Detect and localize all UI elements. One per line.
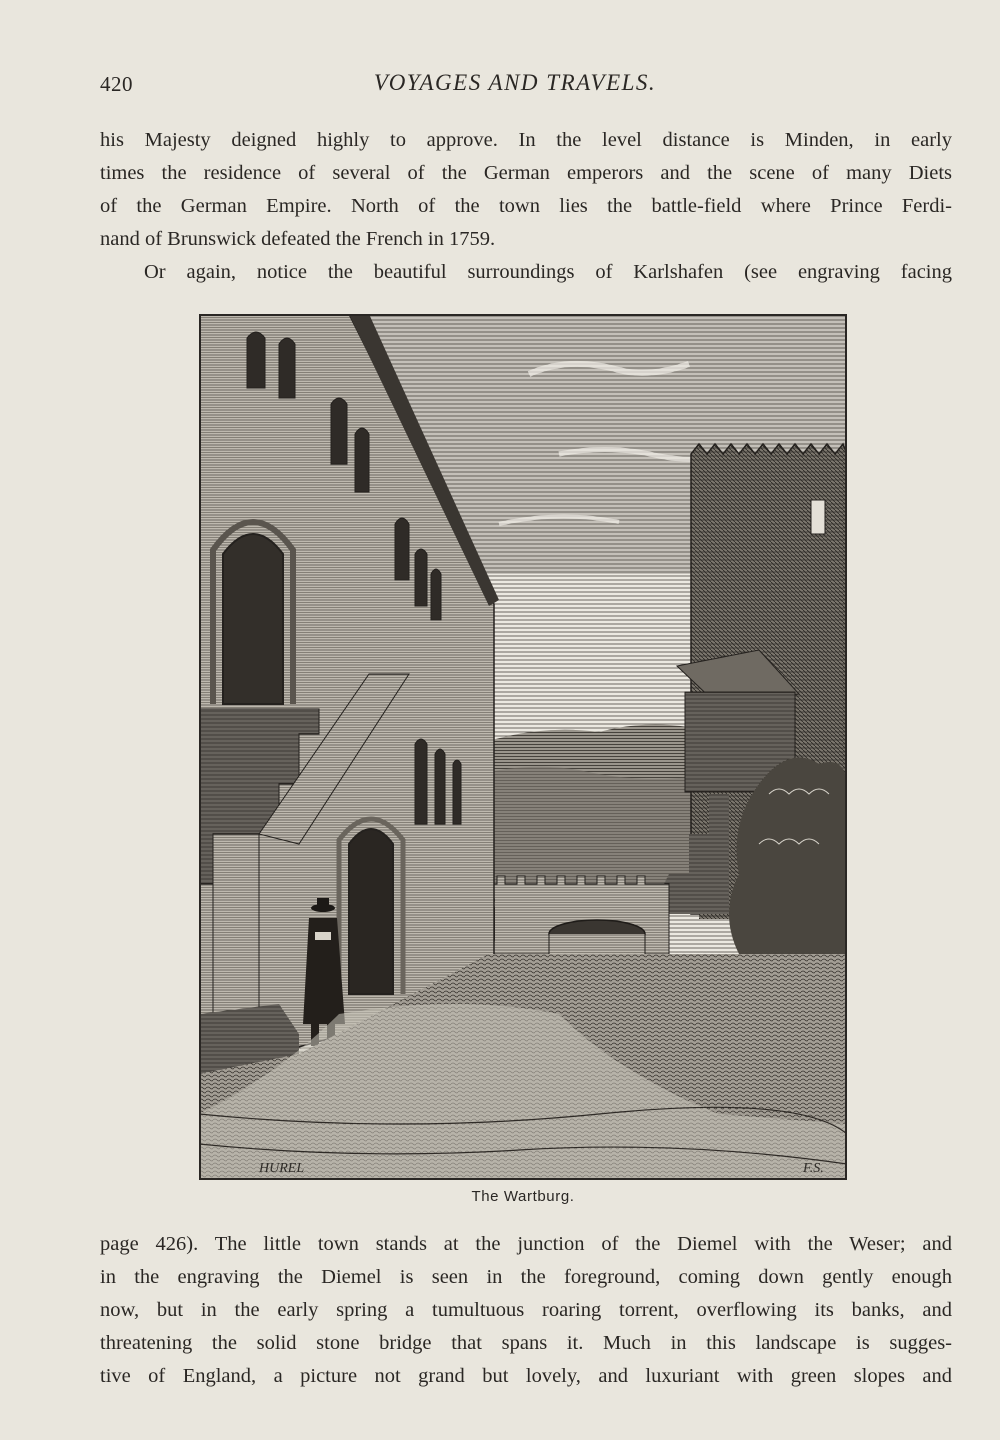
text-line: now, but in the early spring a tumultuous roaring torrent, overflowing its banks, and — [100, 1299, 952, 1321]
text-line: times the residence of several of the German emperors and the scene of many Diets — [100, 162, 952, 184]
running-head: VOYAGES AND TRAVELS. — [373, 70, 657, 95]
text-line: Or again, notice the beautiful surroundings of Karlshafen (see engraving facing — [144, 261, 952, 283]
engraver-signature-left: HUREL — [259, 1161, 305, 1176]
text-line: of the German Empire. North of the town lies the battle-field where Prince Ferdi- — [100, 195, 952, 217]
text-line: in the engraving the Diemel is seen in the foreground, coming down gently enough — [100, 1266, 952, 1288]
text-line: tive of England, a picture not grand but lovely, and luxuriant with green slopes and — [100, 1365, 952, 1387]
text-line: nand of Brunswick defeated the French in 1759. — [100, 228, 496, 250]
paragraph-bottom — [100, 1228, 952, 1393]
engraver-signature-right: F.S. — [803, 1161, 824, 1176]
text-line: threatening the solid stone bridge that spans it. Much in this landscape is sugges- — [100, 1332, 952, 1354]
text-line: page 426). The little town stands at the junction of the Diemel with the Weser; and — [100, 1233, 952, 1255]
engraving-illustration — [199, 314, 847, 1180]
page-number: 420 — [100, 72, 133, 96]
paragraph-second — [100, 256, 952, 289]
engraving-wartburg — [199, 314, 847, 1180]
figure-caption: The Wartburg. — [471, 1188, 575, 1205]
paragraph-top — [100, 124, 952, 256]
text-line: his Majesty deigned highly to approve. In the level distance is Minden, in early — [100, 129, 952, 151]
